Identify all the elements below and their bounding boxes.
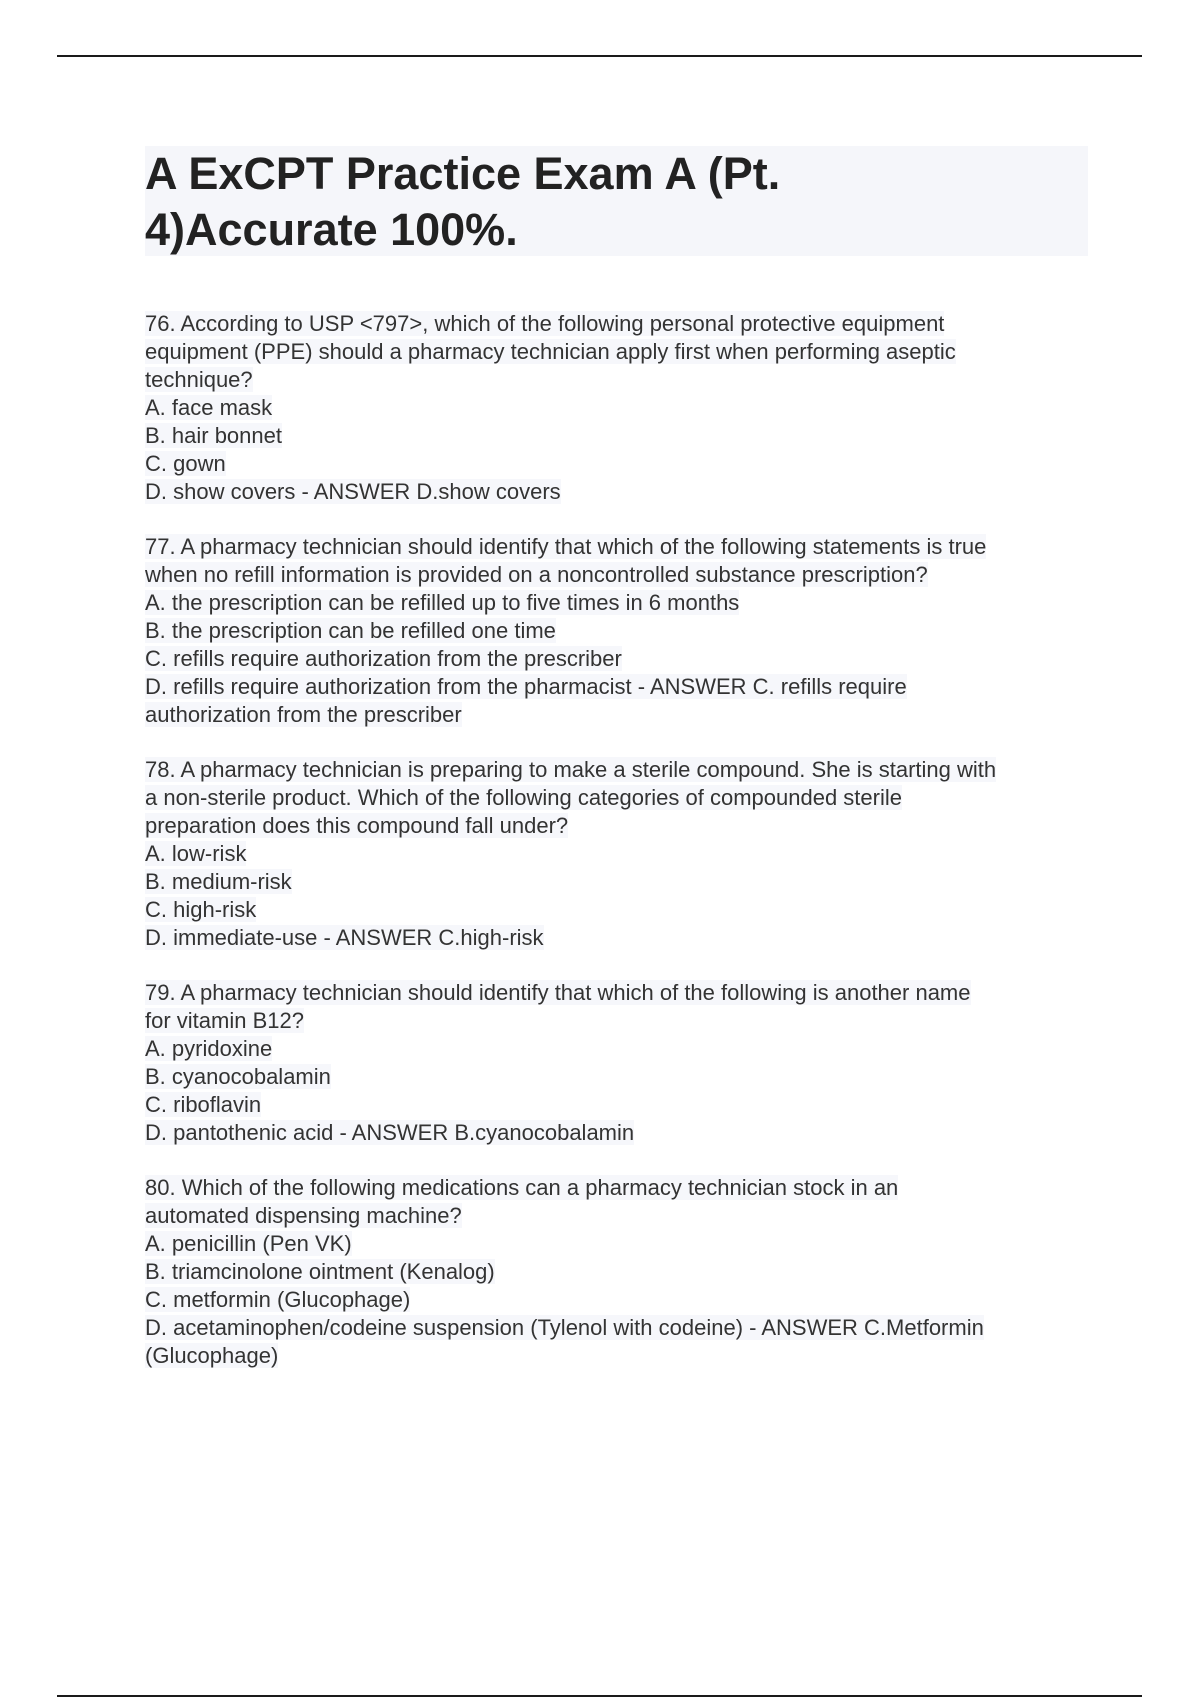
question-text-line: technique? <box>145 367 253 392</box>
top-rule <box>57 55 1142 57</box>
answer-option: D. pantothenic acid - ANSWER B.cyanocobalamin <box>145 1120 635 1145</box>
answer-option: C. gown <box>145 451 226 476</box>
answer-option: C. metformin (Glucophage) <box>145 1287 411 1312</box>
bottom-rule <box>57 1695 1142 1697</box>
title-line: 4)Accurate 100%. <box>145 204 518 255</box>
question-79 <box>145 979 1105 1147</box>
question-text-line: for vitamin B12? <box>145 1008 304 1033</box>
question-text-line: when no refill information is provided on a noncontrolled substance prescription? <box>145 562 928 587</box>
title-line: A ExCPT Practice Exam A (Pt. <box>145 148 781 199</box>
question-text-line: 80. Which of the following medications can a pharmacy technician stock in an <box>145 1175 899 1200</box>
answer-option: B. cyanocobalamin <box>145 1064 331 1089</box>
answer-option: A. low-risk <box>145 841 247 866</box>
question-76 <box>145 310 1105 506</box>
page-title <box>145 146 1045 258</box>
question-text-line: preparation does this compound fall under? <box>145 813 569 838</box>
answer-option: D. immediate-use - ANSWER C.high-risk <box>145 925 544 950</box>
answer-option: authorization from the prescriber <box>145 702 462 727</box>
question-text-line: 78. A pharmacy technician is preparing to make a sterile compound. She is starting with <box>145 757 997 782</box>
answer-option: A. face mask <box>145 395 273 420</box>
answer-option: D. acetaminophen/codeine suspension (Tylenol with codeine) - ANSWER C.Metformin <box>145 1315 984 1340</box>
answer-option: D. show covers - ANSWER D.show covers <box>145 479 561 504</box>
answer-option: D. refills require authorization from the pharmacist - ANSWER C. refills require <box>145 674 907 699</box>
answer-option: B. the prescription can be refilled one time <box>145 618 556 643</box>
answer-option: B. hair bonnet <box>145 423 282 448</box>
answer-option: B. triamcinolone ointment (Kenalog) <box>145 1259 495 1284</box>
question-77 <box>145 533 1105 729</box>
answer-option: A. the prescription can be refilled up to five times in 6 months <box>145 590 740 615</box>
question-text-line: equipment (PPE) should a pharmacy technician apply first when performing aseptic <box>145 339 956 364</box>
question-80 <box>145 1174 1105 1370</box>
answer-option: (Glucophage) <box>145 1343 279 1368</box>
answer-option: A. penicillin (Pen VK) <box>145 1231 352 1256</box>
question-text-line: a non-sterile product. Which of the following categories of compounded sterile <box>145 785 902 810</box>
answer-option: C. refills require authorization from the prescriber <box>145 646 622 671</box>
question-text-line: 79. A pharmacy technician should identify that which of the following is another name <box>145 980 971 1005</box>
answer-option: C. high-risk <box>145 897 257 922</box>
question-text-line: 76. According to USP <797>, which of the following personal protective equipment <box>145 311 945 336</box>
question-text-line: 77. A pharmacy technician should identify that which of the following statements is true <box>145 534 987 559</box>
answer-option: A. pyridoxine <box>145 1036 273 1061</box>
question-list <box>145 310 1105 1397</box>
answer-option: C. riboflavin <box>145 1092 262 1117</box>
answer-option: B. medium-risk <box>145 869 292 894</box>
question-text-line: automated dispensing machine? <box>145 1203 462 1228</box>
question-78 <box>145 756 1105 952</box>
